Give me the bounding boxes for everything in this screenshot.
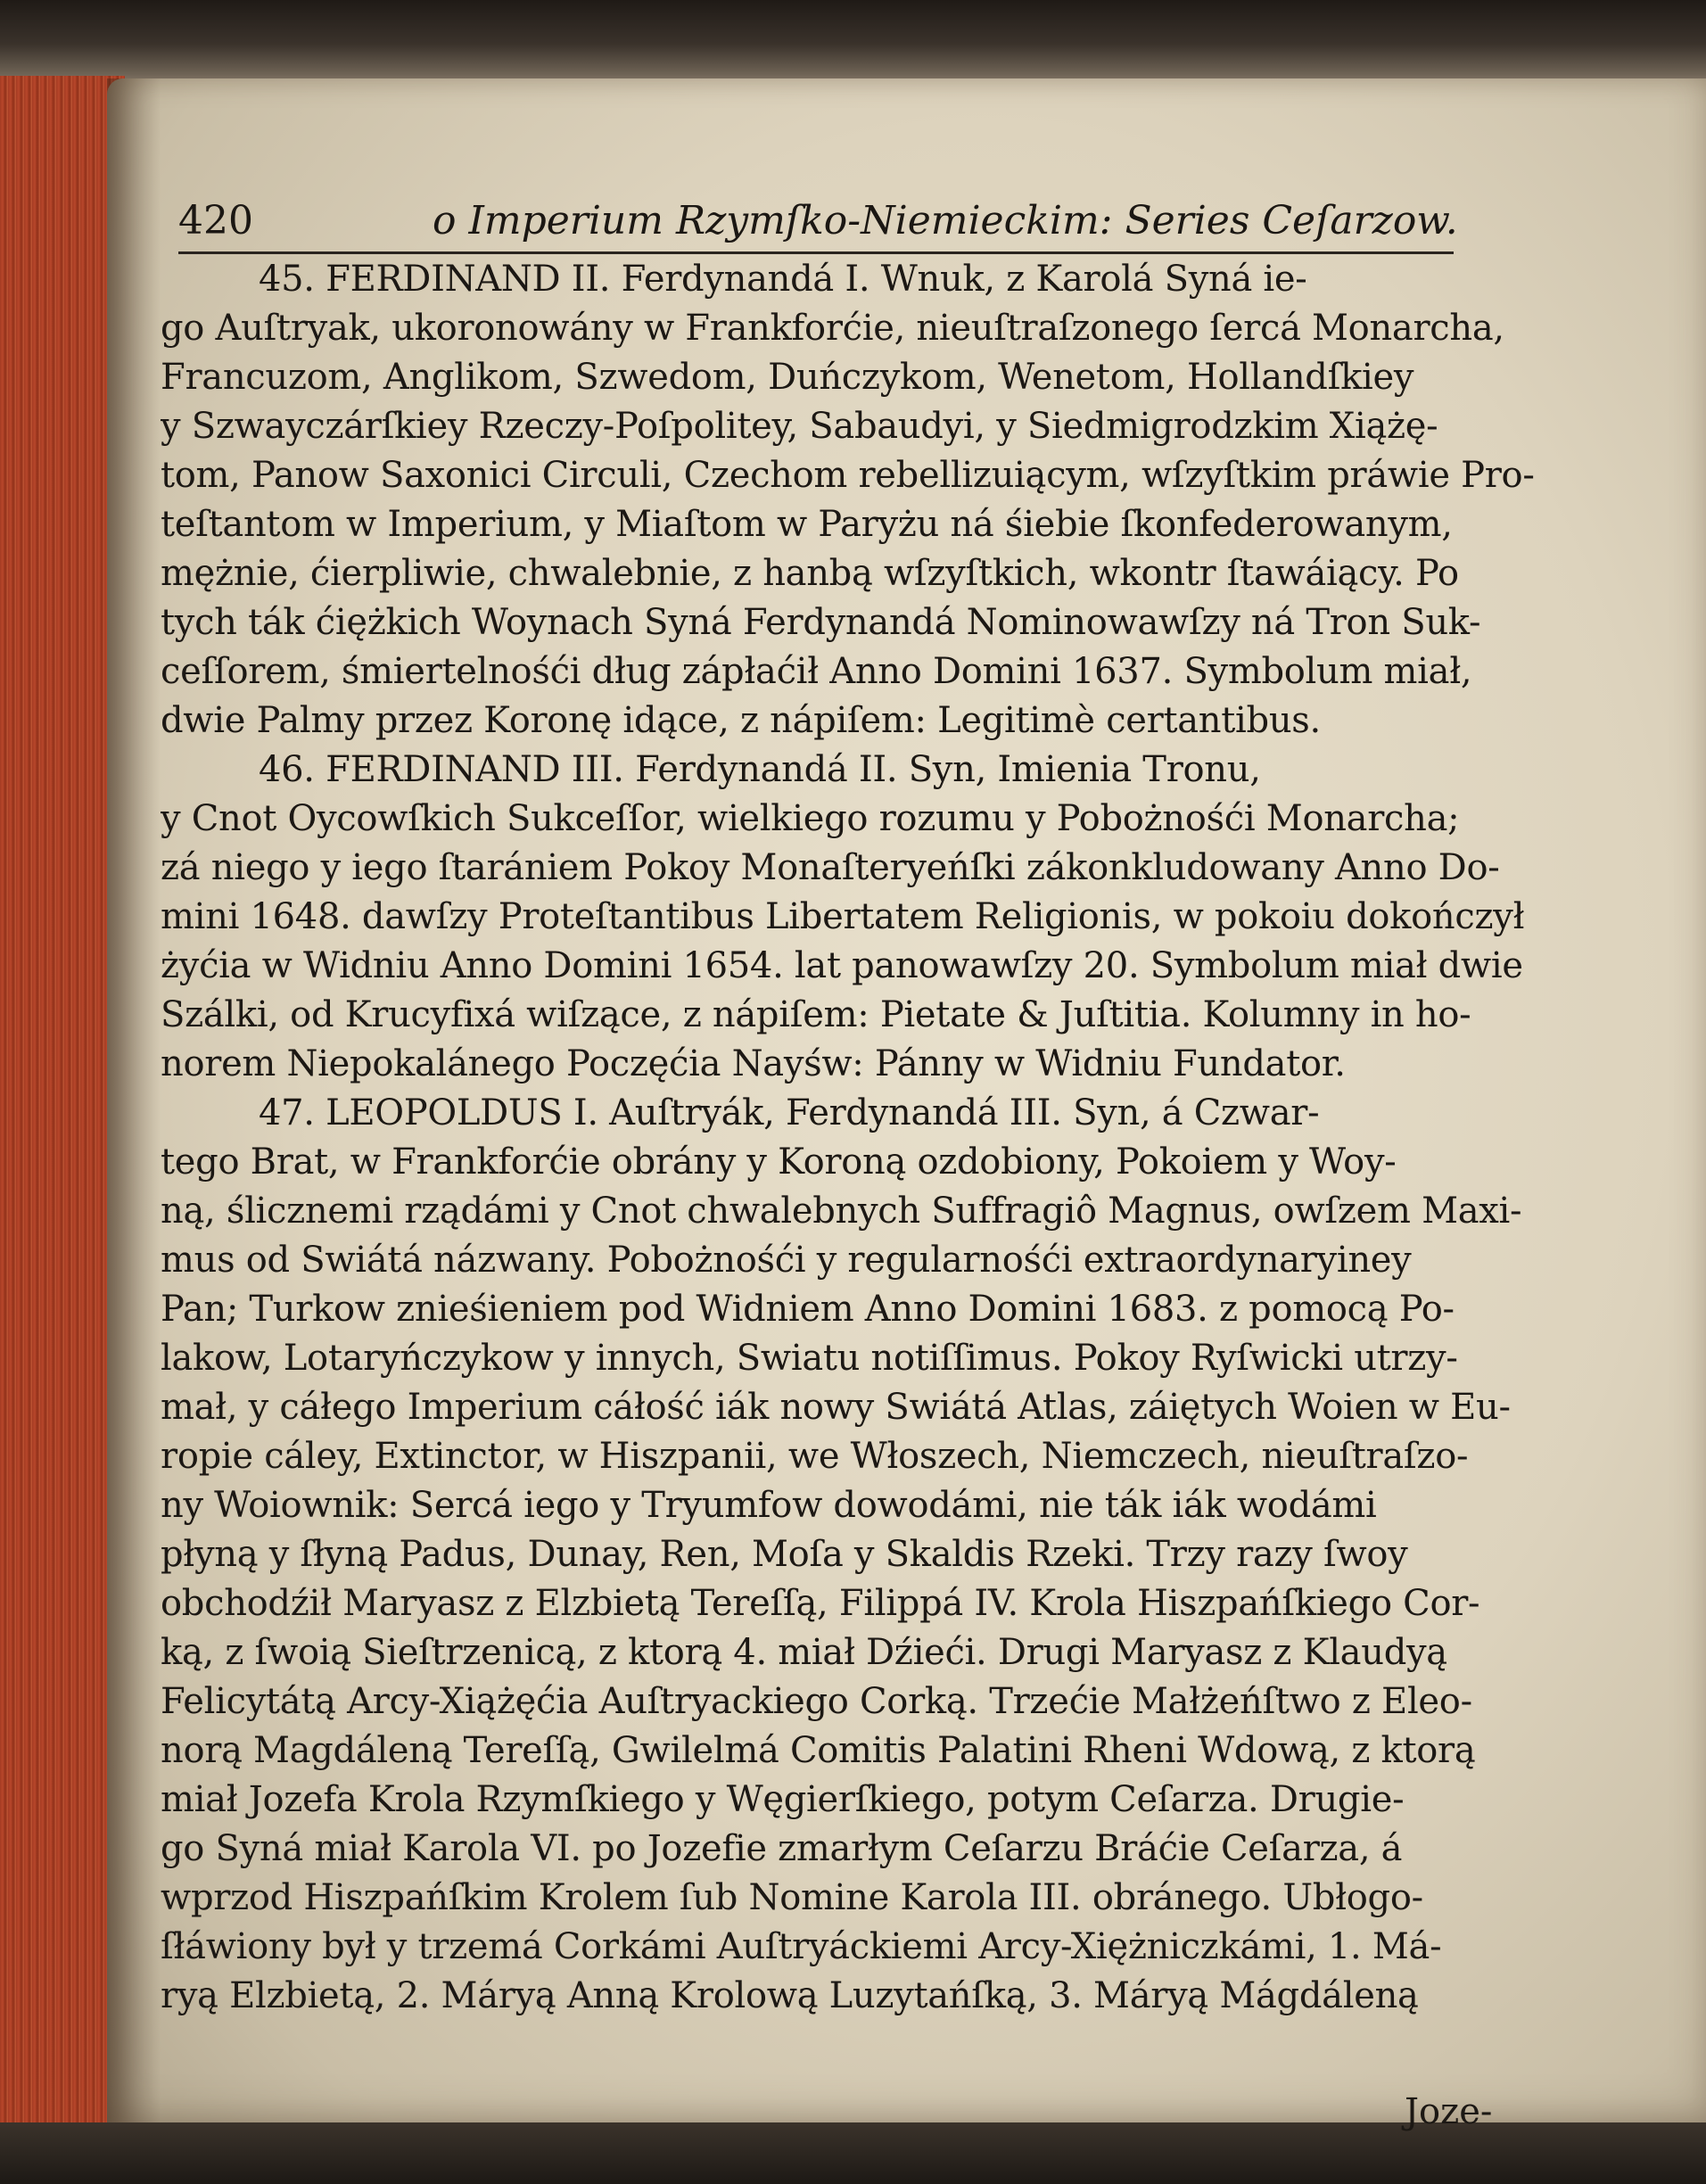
- text-line: ſłáwiony był y trzemá Corkámi Auſtryáckiemi Arcy-Xiężniczkámi, 1. Má-: [161, 1926, 1442, 1967]
- text-line: ną, ślicznemi rządámi y Cnot chwalebnych Suffragiô Magnus, owſzem Maxi-: [161, 1191, 1522, 1232]
- text-line: ką, z ſwoią Sieſtrzenicą, z ktorą 4. miał Dźieći. Drugi Maryasz z Klaudyą: [161, 1632, 1447, 1673]
- text-line: wprzod Hiszpańſkim Krolem ſub Nomine Karola III. obránego. Ubłogo-: [161, 1877, 1423, 1918]
- text-line: y Cnot Oycowſkich Sukceſſor, wielkiego rozumu y Pobożnośći Monarcha;: [161, 798, 1460, 839]
- text-line: 45. FERDINAND II. Ferdynandá I. Wnuk, z Karolá Syná ie-: [259, 259, 1307, 300]
- body-text: [161, 255, 1570, 2021]
- gutter-shadow: [107, 78, 161, 2130]
- text-line: tom, Panow Saxonici Circuli, Czechom rebellizuiącym, wſzyſtkim práwie Pro-: [161, 455, 1535, 496]
- text-line: płyną y ſłyną Padus, Dunay, Ren, Moſa y Skaldis Rzeki. Trzy razy ſwoy: [161, 1534, 1408, 1575]
- text-line: teſtantom w Imperium, y Miaſtom w Paryżu ná śiebie ſkonfederowanym,: [161, 504, 1453, 545]
- text-line: ceſſorem, śmiertelnośći dług zápłaćił Anno Domini 1637. Symbolum miał,: [161, 651, 1472, 692]
- text-line: lakow, Lotaryńczykow y innych, Swiatu notiſſimus. Pokoy Ryſwicki utrzy-: [161, 1338, 1458, 1379]
- text-line: dwie Palmy przez Koronę idące, z nápiſem: Legitimè certantibus.: [161, 700, 1321, 741]
- text-line: ny Woiownik: Sercá iego y Tryumfow dowodámi, nie ták iák wodámi: [161, 1485, 1377, 1526]
- text-line: 46. FERDINAND III. Ferdynandá II. Syn, Imienia Tronu,: [259, 749, 1261, 790]
- text-line: 47. LEOPOLDUS I. Auſtryák, Ferdynandá III. Syn, á Czwar-: [259, 1092, 1320, 1133]
- text-line: ropie cáley, Extinctor, w Hiszpanii, we Włoszech, Niemczech, nieuſtraſzo-: [161, 1436, 1469, 1477]
- page-edges-red: [0, 76, 125, 2127]
- text-line: mał, y cáłego Imperium cáłość iák nowy Swiátá Atlas, záiętych Woien w Eu-: [161, 1387, 1511, 1428]
- page-number: 420: [178, 198, 253, 243]
- header-rule: [178, 251, 1454, 254]
- text-line: go Auſtryak, ukoronowány w Frankforćie, nieuſtraſzonego ſercá Monarcha,: [161, 308, 1504, 349]
- text-line: norem Niepokalánego Poczęćia Nayśw: Pánny w Widniu Fundator.: [161, 1043, 1346, 1084]
- running-head: o Imperium Rzymſko-Niemieckim: Series Ceſarzow.: [433, 198, 1458, 243]
- text-line: go Syná miał Karola VI. po Jozefie zmarłym Ceſarzu Bráćie Ceſarza, á: [161, 1828, 1403, 1869]
- text-line: Felicytátą Arcy-Xiążęćia Auſtryackiego Corką. Trzećie Małżeńſtwo z Eleo-: [161, 1681, 1472, 1722]
- text-line: miał Jozefa Krola Rzymſkiego y Węgierſkiego, potym Ceſarza. Drugie-: [161, 1779, 1405, 1820]
- page-header: [178, 198, 1458, 251]
- text-line: obchodźił Maryasz z Elzbietą Tereſſą, Filippá IV. Krola Hiszpańſkiego Cor-: [161, 1583, 1480, 1624]
- text-line: zá niego y iego ſtarániem Pokoy Monaſteryeńſki zákonkludowany Anno Do-: [161, 847, 1500, 888]
- text-line: mini 1648. dawſzy Proteſtantibus Libertatem Religionis, w pokoiu dokończył: [161, 896, 1525, 937]
- text-line: tych ták ćiężkich Woynach Syná Ferdynandá Nominowawſzy ná Tron Suk-: [161, 602, 1481, 643]
- text-line: ryą Elzbietą, 2. Máryą Anną Krolową Luzytańſką, 3. Máryą Mágdáleną: [161, 1975, 1419, 2016]
- text-line: mus od Swiátá názwany. Pobożnośći y regularnośći extraordynaryiney: [161, 1240, 1412, 1281]
- text-line: żyćia w Widniu Anno Domini 1654. lat panowawſzy 20. Symbolum miał dwie: [161, 945, 1523, 986]
- text-line: norą Magdáleną Tereſſą, Gwilelmá Comitis Palatini Rheni Wdową, z ktorą: [161, 1730, 1476, 1771]
- text-line: tego Brat, w Frankforćie obrány y Koroną ozdobiony, Pokoiem y Woy-: [161, 1141, 1397, 1183]
- text-line: Szálki, od Krucyfixá wiſzące, z nápiſem: Pietate & Juſtitia. Kolumny in ho-: [161, 994, 1471, 1035]
- text-line: Pan; Turkow znieśieniem pod Widniem Anno Domini 1683. z pomocą Po-: [161, 1289, 1455, 1330]
- catchword: Joze-: [1405, 2091, 1493, 2132]
- text-line: y Szwayczárſkiey Rzeczy-Poſpolitey, Sabaudyi, y Siedmigrodzkim Xiążę-: [161, 406, 1438, 447]
- text-line: Francuzom, Anglikom, Szwedom, Duńczykom, Wenetom, Hollandſkiey: [161, 357, 1414, 398]
- text-line: mężnie, ćierpliwie, chwalebnie, z hanbą wſzyſtkich, wkontr ſtawáiący. Po: [161, 553, 1459, 594]
